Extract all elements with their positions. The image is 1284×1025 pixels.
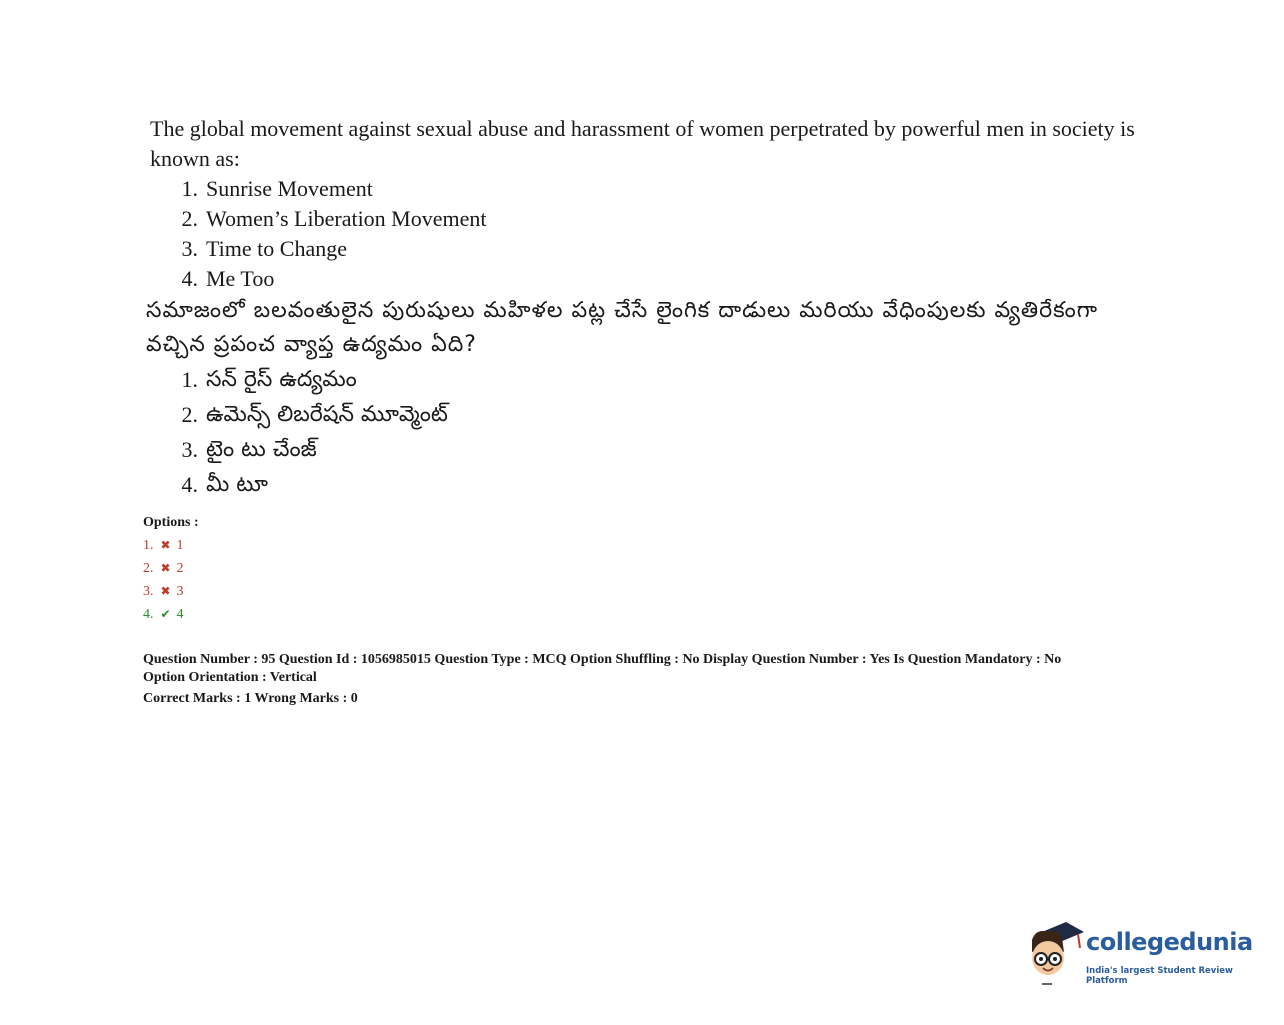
question-stem-english: The global movement against sexual abuse and harassment of women perpetrated by powerful men in society is known as: — [150, 116, 1135, 171]
marks-line: Correct Marks : 1 Wrong Marks : 0 — [143, 691, 358, 706]
option-text: సన్ రైస్ ఉద్యమం — [206, 367, 357, 392]
mascot-icon — [1022, 918, 1086, 988]
cross-icon: ✖ — [160, 561, 171, 575]
option-text: Time to Change — [206, 236, 347, 261]
answer-option-1: 1. ✖ 1 — [143, 534, 199, 557]
answer-option-3: 3. ✖ 3 — [143, 580, 199, 603]
option-text: Sunrise Movement — [206, 176, 373, 201]
options-header: Options : — [143, 515, 199, 530]
answer-options — [143, 511, 199, 626]
question-telugu — [146, 294, 1136, 502]
question-english — [150, 114, 1140, 294]
option-text: మీ టూ — [206, 472, 268, 497]
list-item: 2. Women’s Liberation Movement — [150, 204, 1140, 234]
option-text: ఉమెన్స్ లిబరేషన్ మూవ్మెంట్ — [206, 402, 448, 427]
option-text: Me Too — [206, 266, 275, 291]
metadata-line: Question Number : 95 Question Id : 1056985015 Question Type : MCQ Option Shuffling : No Display Question Number : Yes Is Question Mandatory : No — [143, 652, 1062, 667]
list-item: 3. Time to Change — [150, 234, 1140, 264]
question-metadata — [143, 651, 1163, 708]
list-item: 1. సన్ రైస్ ఉద్యమం — [146, 362, 1136, 397]
list-item: 2. ఉమెన్స్ లిబరేషన్ మూవ్మెంట్ — [146, 397, 1136, 432]
answer-option-4: 4. ✔ 4 — [143, 603, 199, 626]
answer-option-2: 2. ✖ 2 — [143, 557, 199, 580]
option-list-telugu — [146, 362, 1136, 502]
logo-tagline: India's largest Student Review Platform — [1086, 966, 1233, 986]
option-text: Women’s Liberation Movement — [206, 206, 487, 231]
option-text: టైం టు చేంజ్ — [206, 437, 317, 462]
question-stem-telugu: సమాజంలో బలవంతులైన పురుషులు మహిళల పట్ల చేసే లైంగిక దాడులు మరియు వేధింపులకు వ్యతిరేకంగా వచ్చిన ప్రపంచ వ్యాప్త ఉద్యమం ఏది? — [146, 298, 1099, 357]
list-item: 4. మీ టూ — [146, 467, 1136, 502]
cross-icon: ✖ — [160, 538, 171, 552]
metadata-line: Option Orientation : Vertical — [143, 670, 317, 685]
list-item: 3. టైం టు చేంజ్ — [146, 432, 1136, 467]
check-icon: ✔ — [160, 607, 171, 621]
cross-icon: ✖ — [160, 584, 171, 598]
collegedunia-logo[interactable] — [1022, 918, 1262, 988]
list-item: 1. Sunrise Movement — [150, 174, 1140, 204]
option-list-english — [150, 174, 1140, 294]
logo-brand: collegedunia — [1086, 928, 1253, 956]
list-item: 4. Me Too — [150, 264, 1140, 294]
